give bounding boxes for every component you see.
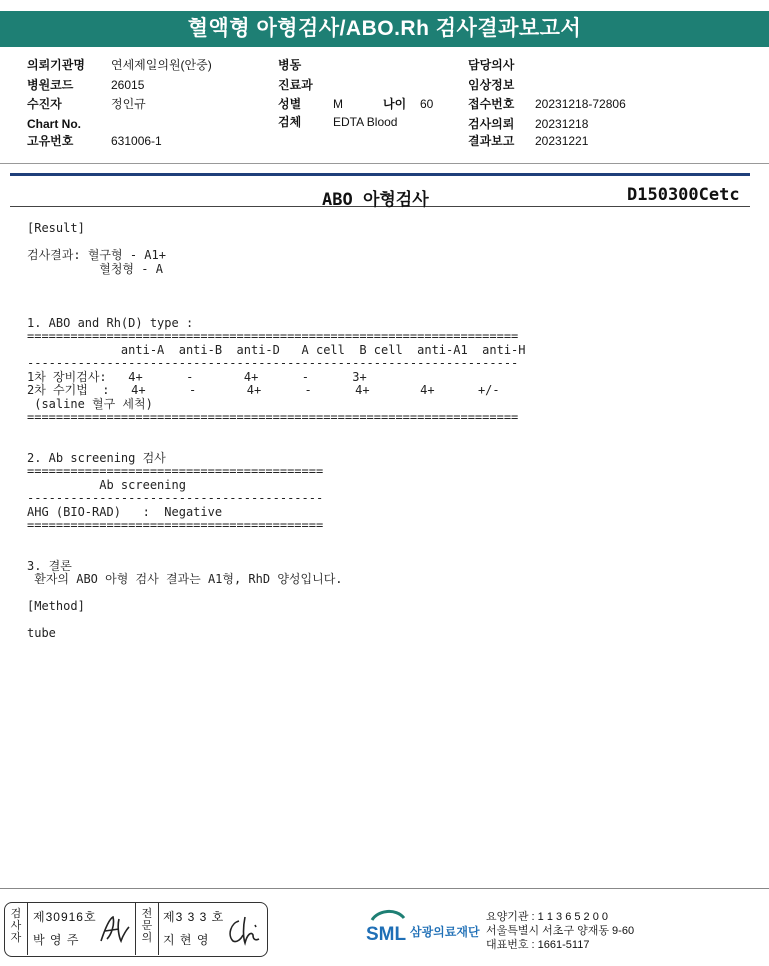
org-name: 삼광의료재단 bbox=[410, 925, 480, 939]
report-title: ABO 아형검사 bbox=[322, 190, 429, 210]
patient-value: 정인규 bbox=[111, 97, 146, 111]
request-date-value: 20231218 bbox=[535, 117, 589, 131]
institution-label: 의뢰기관명 bbox=[27, 58, 85, 72]
sex-value: M bbox=[333, 97, 343, 111]
receipt-no-value: 20231218-72806 bbox=[535, 97, 626, 111]
reviewer-label: 전문의 bbox=[141, 908, 153, 944]
signature-box bbox=[4, 902, 268, 957]
tester-name: 박 영 주 bbox=[33, 933, 80, 947]
hospital-code-value: 26015 bbox=[111, 78, 145, 92]
org-address: 서울특별시 서초구 양재동 9-60 bbox=[486, 925, 635, 937]
specimen-label: 검체 bbox=[278, 115, 302, 129]
care-institution-number: 요양기관 : 1 1 3 6 5 2 0 0 bbox=[486, 911, 609, 923]
report-header-title: 혈액형 아형검사/ABO.Rh 검사결과보고서 bbox=[0, 11, 769, 47]
ward-label: 병동 bbox=[278, 58, 302, 72]
reviewer-name: 지 현 영 bbox=[163, 933, 210, 947]
doctor-label: 담당의사 bbox=[468, 58, 515, 72]
report-body: [Result] 검사결과: 혈구형 - A1+ 혈청형 - A 1. ABO and Rh(D) type : ==================================================================== anti-A anti-B anti-D A cell B cell anti-A1 anti-H -------------------------------------------------------------------- 1차 장비검사: 4+ - 4+ - 3+ 2차 수기법 : 4+ - 4+ - 4+ 4+ +/- (saline 혈구 세척) ==================================================================== 2. Ab screening 검사 ========================================= Ab screening ----------------------------------------- AHG (BIO-RAD) : Negative ========================================= 3. 결론 환자의 ABO 아형 검사 결과는 A1형, RhD 양성입니다. [Method] tube bbox=[27, 221, 526, 640]
unique-no-value: 631006-1 bbox=[111, 134, 162, 148]
unique-no-label: 고유번호 bbox=[27, 134, 74, 148]
footer-divider bbox=[0, 888, 769, 889]
tester-license: 제30916호 bbox=[33, 910, 97, 924]
info-divider bbox=[0, 163, 769, 164]
sig-divider bbox=[158, 903, 159, 955]
clinical-label: 임상정보 bbox=[468, 78, 515, 92]
org-phone: 대표번호 : 1661-5117 bbox=[486, 939, 590, 951]
age-label: 나이 bbox=[383, 97, 407, 111]
request-date-label: 검사의뢰 bbox=[468, 117, 515, 131]
tester-signature bbox=[97, 911, 133, 947]
hospital-code-label: 병원코드 bbox=[27, 78, 74, 92]
tester-label: 검사자 bbox=[10, 908, 22, 944]
institution-value: 연세제일의원(안중) bbox=[111, 58, 212, 72]
sml-logo-icon bbox=[364, 906, 410, 946]
sig-divider bbox=[27, 903, 28, 955]
receipt-no-label: 접수번호 bbox=[468, 97, 515, 111]
chart-no-label: Chart No. bbox=[27, 117, 81, 131]
report-top-rule bbox=[10, 173, 750, 176]
specimen-value: EDTA Blood bbox=[333, 115, 398, 129]
sig-divider bbox=[135, 903, 136, 955]
age-value: 60 bbox=[420, 97, 434, 111]
sex-label: 성별 bbox=[278, 97, 302, 111]
department-label: 진료과 bbox=[278, 78, 313, 92]
logo-text: SML bbox=[366, 924, 407, 945]
reviewer-signature bbox=[223, 911, 263, 949]
report-date-value: 20231221 bbox=[535, 134, 589, 148]
reviewer-license: 제3 3 3 호 bbox=[163, 910, 225, 924]
report-date-label: 결과보고 bbox=[468, 134, 515, 148]
patient-label: 수진자 bbox=[27, 97, 62, 111]
report-code: D150300Cetc bbox=[627, 185, 740, 205]
